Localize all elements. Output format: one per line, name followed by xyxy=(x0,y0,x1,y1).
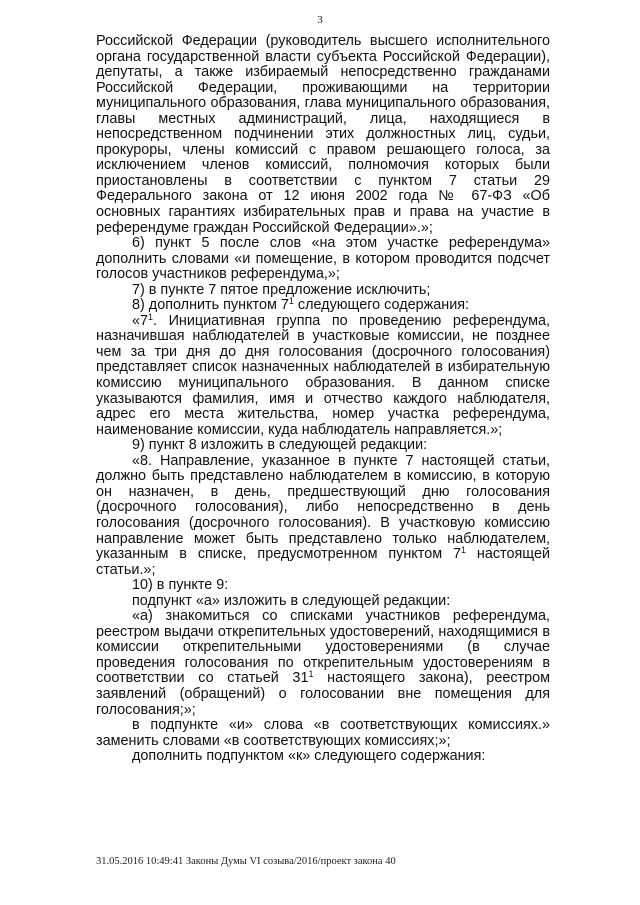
text-fragment: следующего содержания: xyxy=(293,297,470,314)
body-text xyxy=(96,34,550,765)
page-number: 3 xyxy=(317,14,323,26)
text-fragment: настоящего закона), реестром заявлений (обращений) о голосовании вне помещения для голосования;»; xyxy=(96,670,551,718)
document-footer: 31.05.2016 10:49:41 Законы Думы VI созыва/2016/проект закона 40 xyxy=(96,856,396,867)
paragraph: 6) пункт 5 после слов «на этом участке референдума» дополнить словами «и помещение, в котором проводится подсчет голосов участников референдума,»; xyxy=(96,235,550,283)
paragraph: подпункт «а» изложить в следующей редакции: xyxy=(132,592,451,609)
paragraph: 7) в пункте 7 пятое предложение исключить; xyxy=(132,281,431,298)
paragraph xyxy=(96,311,550,438)
text-fragment: . Инициативная группа по проведению референдума, назначившая наблюдателей в участковые комиссии, не позднее чем за три дня до дня голосования (досрочного голосования) представляет список назначенных наблюдателей в избирательную комиссию муниципального образования. В данном списке указываются фамилия, имя и отчество каждого наблюдателя, адрес его места жительства, номер участка референдума, наименование комиссии, куда наблюдатель направляется.»; xyxy=(96,312,550,438)
superscript: 1 xyxy=(308,669,314,680)
paragraph xyxy=(96,609,550,718)
text-fragment: «а) знакомиться со списками участников референдума, реестром выдачи открепительных удостоверений, находящимися в комиссии открепительными удостоверениями (в случае проведения голосования по открепительным удостоверениям в соответствии со статьей 31 xyxy=(96,608,550,687)
superscript: 1 xyxy=(461,545,467,556)
text-fragment: настоящей статьи.»; xyxy=(96,546,551,578)
paragraph: 10) в пункте 9: xyxy=(132,577,229,594)
text-fragment: «8. Направление, указанное в пункте 7 настоящей статьи, должно быть представлено наблюдателем в комиссию, в которую он назначен, в день, предшествующий дню голосования (досрочного голосования), либо непосредственно в день голосования (досрочного голосования). В участковую комиссию направление может быть представлено только наблюдателем, указанным в списке, предусмотренном пунктом 7 xyxy=(96,452,550,563)
paragraph xyxy=(96,454,550,578)
paragraph: 9) пункт 8 изложить в следующей редакции: xyxy=(132,437,428,454)
paragraph: в подпункте «и» слова «в соответствующих комиссиях.» заменить словами «в соответствующих комиссиях;»; xyxy=(96,717,550,749)
paragraph xyxy=(96,298,550,314)
text-fragment: «7 xyxy=(132,312,149,329)
text-fragment: 8) дополнить пунктом 7 xyxy=(132,297,289,314)
superscript: 1 xyxy=(288,296,294,307)
paragraph: Российской Федерации (руководитель высшего исполнительного органа государственной власти субъекта Российской Федерации), депутаты, а также избираемый непосредственно гражданами Российской Федерации, проживающими на территории муниципального образования, глава муниципального образования, главы местных администраций, лица, находящиеся в непосредственном подчинении этих должностных лиц, судьи, прокуроры, члены комиссий с правом решающего голоса, за исключением членов комиссий, полномочия которых были приостановлены в соответствии с пунктом 7 статьи 29 Федерального закона от 12 июня 2002 года № 67-ФЗ «Об основных гарантиях избирательных прав и права на участие в референдуме граждан Российской Федерации».»; xyxy=(96,33,550,236)
superscript: 1 xyxy=(148,311,154,322)
paragraph: дополнить подпунктом «к» следующего содержания: xyxy=(132,748,486,765)
